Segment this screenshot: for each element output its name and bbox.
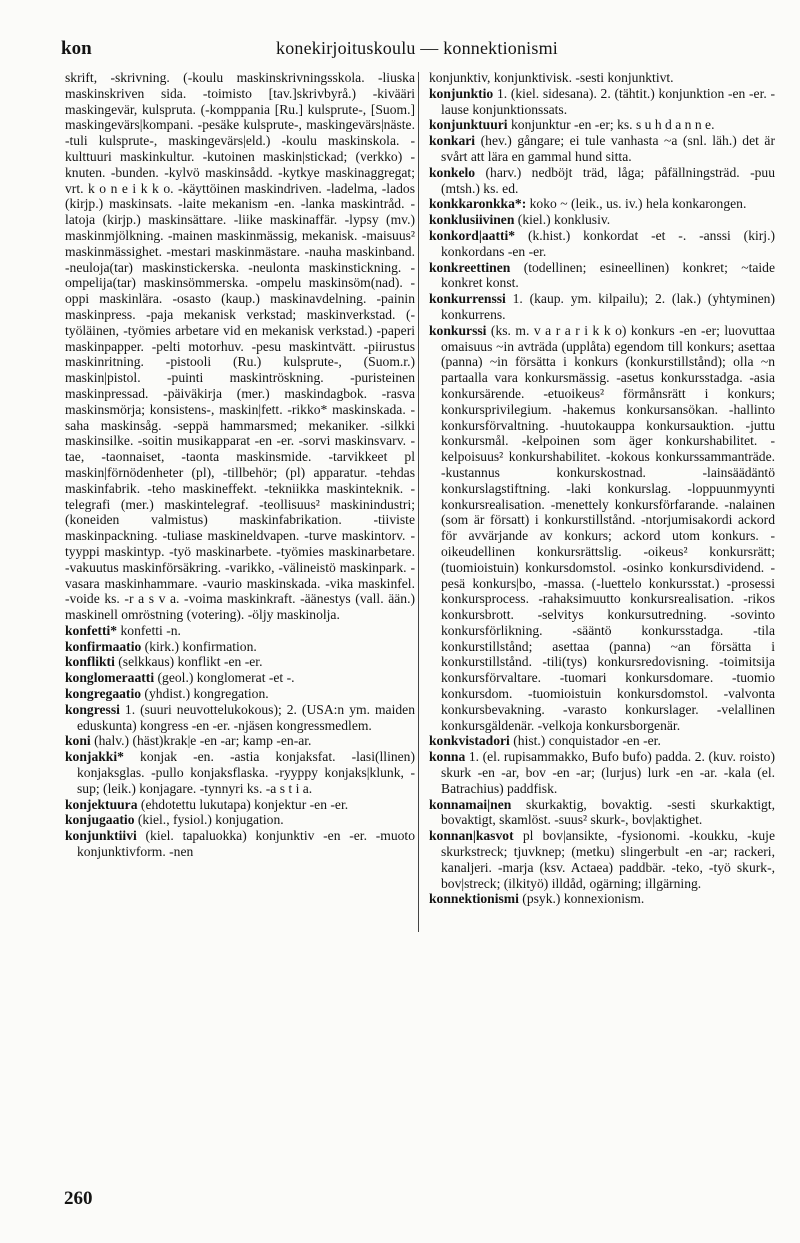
headword: konjunktiivi <box>65 828 137 844</box>
dictionary-entry: konkurssi (ks. m. v a r a r i k k o) konkurs -en -er; luovuttaa omaisuus ~in avträda (upplåta) egendom till konkurs; asettaa (panna) ~in försätta i konkurs (konkurstillstånd); olla ~n partaalla vara konkursmässig. -asetus konkursstadga. -asia konkursärende. -etuoikeus² förmånsrätt i konkurs; konkursprivilegium. -hakemus konkursansökan. -hallinto konkursförvaltning. -huutokauppa konkursauktion. -juttu konkursmål. -kelpoinen som äger konkurshabilitet. -kelpoisuus² konkurshabilitet. -kokous konkurssammanträde. -kustannus konkurskostnad. -lainsäädäntö konkurslagstiftning. -laki konkurslag. -loppuunmyynti konkursrealisation. -menettely konkursförfarande. -nalainen (som är försatt) i konkurstillstånd. -ntorjumisakordi ackord för avvärjande av konkurs; ackord utom konkurs. -oikeudellinen konkursrättslig. -oikeus² konkursrätt; (tuomioistuin) konkursdomstol. -osinko konkursdividend. -pesä konkurs|bo, -massa. (-luettelo konkursstat.) -prosessi konkursprocess. -rahaksimuutto konkursrealisation. -rikos konkursbrott. -selvitys konkursutredning. -sovinto konkursförlikning. -sääntö konkursstadga. -tila konkurstillstånd; asettaa (panna) ~an försätta i konkurstillstånd. -tili(tys) konkursredovisning. -toimitsija konkursförvaltare. -tuomari konkursdomare. -tuomio konkursdom. -tuomioistuin konkursdomstol. -valvonta konkursbevakning. -varasto konkurslager. -velallinen konkursgäldenär. -velkoja konkursborgenär. <box>429 322 775 733</box>
dictionary-entry: konjugaatio (kiel., fysiol.) konjugation. <box>65 812 284 828</box>
headword: konklusiivinen <box>429 212 515 228</box>
dictionary-entry: konkkaronkka*: koko ~ (leik., us. iv.) hela konkarongen. <box>429 196 747 212</box>
dictionary-entry: konkvistadori (hist.) conquistador -en -er. <box>429 733 661 749</box>
headword: konjakki* <box>65 749 124 765</box>
dictionary-entry: konklusiivinen (kiel.) konklusiv. <box>429 212 611 228</box>
headword: konflikti <box>65 654 115 670</box>
headword: konkelo <box>429 164 476 180</box>
dictionary-entry: konnan|kasvot pl bov|ansikte, -fysionomi. -koukku, -kuje skurkstreck; tjuvknep; (metku) slingerbult -en -ar; rackeri, kanaljeri. -marja (ksv. Actaea) paddbär. -teko, -työ skurk-, bov|streck; (ilkityö) illdåd, ogärning; illgärning. <box>429 828 775 891</box>
headword: konkreettinen <box>429 259 511 275</box>
dictionary-entry: kongressi 1. (suuri neuvottelukokous); 2. (USA:n ym. maiden eduskunta) kongress -en -er. -njäsen kongressmedlem. <box>65 701 415 733</box>
dictionary-entry: konkreettinen (todellinen; esineellinen) konkret; ~taide konkret konst. <box>429 259 775 291</box>
dictionary-entry: konjunktiivi (kiel. tapaluokka) konjunktiv -en -er. -muoto konjunktivform. -nen <box>65 828 415 860</box>
dictionary-entry: konna 1. (el. rupisammakko, Bufo bufo) padda. 2. (kuv. roisto) skurk -en -ar, bov -en -ar; (lurjus) lurk -en -ar. -kala (el. Batrachius) paddfisk. <box>429 749 775 796</box>
headword: konjektuura <box>65 796 138 812</box>
dictionary-entry: skrift, -skrivning. (-koulu maskinskrivningsskola. -liuska maskinskriven sida. -toimisto [tav.]skrivbyrå.) -kivääri maskingevär, kulspruta. (-komppania [Ru.] kulsprute-, [Suom.] maskingevärs|kompani. -pesäke kulsprute-, maskingevärs|näste. -tuli kulsprute-, maskingevärs|eld.) -koulu maskinskola. -kulttuuri maskinkultur. -kutoinen maskin|stickad; (verkko) -knuten. -bunden. -kylvö maskinsådd. -kytkye maskinaggregat; vrt. k o n e i k k o. -käyttöinen maskindriven. -ladelma, -lados (kirjp.) maskinsats. -laite mekanism -en. -lanka maskintråd. -latoja (kirjp.) maskinsättare. -liike maskinaffär. -lypsy (mv.) maskinmjölkning. -mainen maskinmässig, mekanisk. -maisuus² maskinmässighet. -mestari maskinmästare. -nauha maskinband. -neuloja(tar) maskinstickerska. -neulonta maskinstickning. -ompelija(tar) maskinsömmerska. -ompelu maskinsöm(nad). -oppi maskinlära. -osasto (kaup.) maskinavdelning. -painin maskinpress. -paja mekanisk verkstad; maskinverkstad. (-työläinen, -työmies arbetare vid en mekanisk verkstad.) -paperi maskinpapper. -pelti motorhuv. -pesu maskintvätt. -piirustus maskinritning. -pistooli (Ru.) kulsprute-, (Suom.r.) maskin|pistol. -puinti maskintröskning. -puristeinen maskinpressad. -päiväkirja (mer.) maskindagbok. -rasva maskinsmörja; konsistens-, maskin|fett. -rikko* maskinskada. -saha maskinsåg. -seppä hammarsmed; mekaniker. -silkki maskinsilke. -soitin musikapparat -en -er. -sorvi maskinsvarv. -tae, -taonnaiset, -taonta maskinsmide. -tarvikkeet pl maskin|förnödenheter (pl), -tillbehör; (pl) apparatur. -tehdas maskinfabrik. -teho maskineffekt. -tekniikka maskinteknik. -telegrafi (mer.) maskintelegraf. -teollisuus² maskinindustri; (koneiden valmistus) maskinfabrikation. -tiiviste maskinpackning. -tuliase maskineldvapen. -turve maskintorv. -tyyppi maskintyp. -työ maskinarbete. -työmies maskinarbetare. -vakuutus maskinförsäkring. -varikko, -välineistö maskinpark. -vasara maskinhammare. -vaurio maskinskada. -vika maskinfel. -voide ks. -r a s v a. -voima maskinkraft. -äänestys (vall. ään.) maskinell omröstning (votering). -öljy maskinolja. <box>65 70 415 623</box>
left-column <box>65 70 415 860</box>
page-number: 260 <box>64 1188 93 1209</box>
dictionary-entry: konkord|aatti* (k.hist.) konkordat -et -. -anssi (kirj.) konkordans -en -er. <box>429 227 775 259</box>
column-divider <box>418 72 419 932</box>
dictionary-entry: koni (halv.) (häst)krak|e -en -ar; kamp -en-ar. <box>65 733 312 749</box>
dictionary-entry: konfetti* konfetti -n. <box>65 622 181 638</box>
dictionary-entry: konflikti (selkkaus) konflikt -en -er. <box>65 654 263 670</box>
header-headword: kon <box>61 38 92 59</box>
headword: konjunktio <box>429 85 494 101</box>
dictionary-entry: konnamai|nen skurkaktig, bovaktig. -sesti skurkaktigt, bovaktigt, skamlöst. -suus² skurk-, bov|aktighet. <box>429 796 775 828</box>
dictionary-entry: konjektuura (ehdotettu lukutapa) konjektur -en -er. <box>65 796 349 812</box>
right-column <box>429 70 775 907</box>
headword: konfirmaatio <box>65 638 142 654</box>
headword: konkurssi <box>429 322 487 338</box>
dictionary-entry: konnektionismi (psyk.) konnexionism. <box>429 891 645 907</box>
dictionary-entry: kongregaatio (yhdist.) kongregation. <box>65 686 269 702</box>
dictionary-entry: konkelo (harv.) nedböjt träd, låga; påfällningsträd. -puu (mtsh.) ks. ed. <box>429 164 775 196</box>
headword: konkord|aatti* <box>429 227 516 243</box>
headword: konnektionismi <box>429 891 519 907</box>
dictionary-entry: konjunktiv, konjunktivisk. -sesti konjunktivt. <box>429 70 674 85</box>
headword: koni <box>65 733 91 749</box>
headword: konkkaronkka*: <box>429 196 527 212</box>
dictionary-entry: konkari (hev.) gångare; ei tule vanhasta ~a (snl. läh.) det är svårt att lära en gammal hund sitta. <box>429 133 775 164</box>
headword: konkurrenssi <box>429 291 506 307</box>
running-header <box>57 38 777 66</box>
headword: konjunktuuri <box>429 117 508 133</box>
dictionary-entry: konglomeraatti (geol.) konglomerat -et -. <box>65 670 295 686</box>
headword: konna <box>429 749 466 765</box>
header-range: konekirjoituskoulu — konnektionismi <box>276 38 558 58</box>
headword: konjugaatio <box>65 812 135 828</box>
dictionary-entry: konfirmaatio (kirk.) konfirmation. <box>65 638 257 654</box>
dictionary-entry: konjunktuuri konjunktur -en -er; ks. s u h d a n n e. <box>429 117 715 133</box>
headword: konglomeraatti <box>65 670 155 686</box>
dictionary-entry: konjakki* konjak -en. -astia konjaksfat. -lasi(llinen) konjaksglas. -pullo konjaksflaska. -ryyppy konjaks|klunk, -sup; (leik.) konjagare. -tynnyri ks. -a s t i a. <box>65 749 415 796</box>
headword: kongregaatio <box>65 686 142 702</box>
headword: kongressi <box>65 701 120 717</box>
dictionary-entry: konkurrenssi 1. (kaup. ym. kilpailu); 2. (lak.) (yhtyminen) konkurrens. <box>429 291 775 322</box>
headword: konnan|kasvot <box>429 828 514 844</box>
headword: konnamai|nen <box>429 796 512 812</box>
dictionary-entry: konjunktio 1. (kiel. sidesana). 2. (tähtit.) konjunktion -en -er. -lause konjunktionssats. <box>429 85 775 117</box>
headword: konkari <box>429 133 476 149</box>
headword: konkvistadori <box>429 733 510 749</box>
headword: konfetti* <box>65 622 118 638</box>
